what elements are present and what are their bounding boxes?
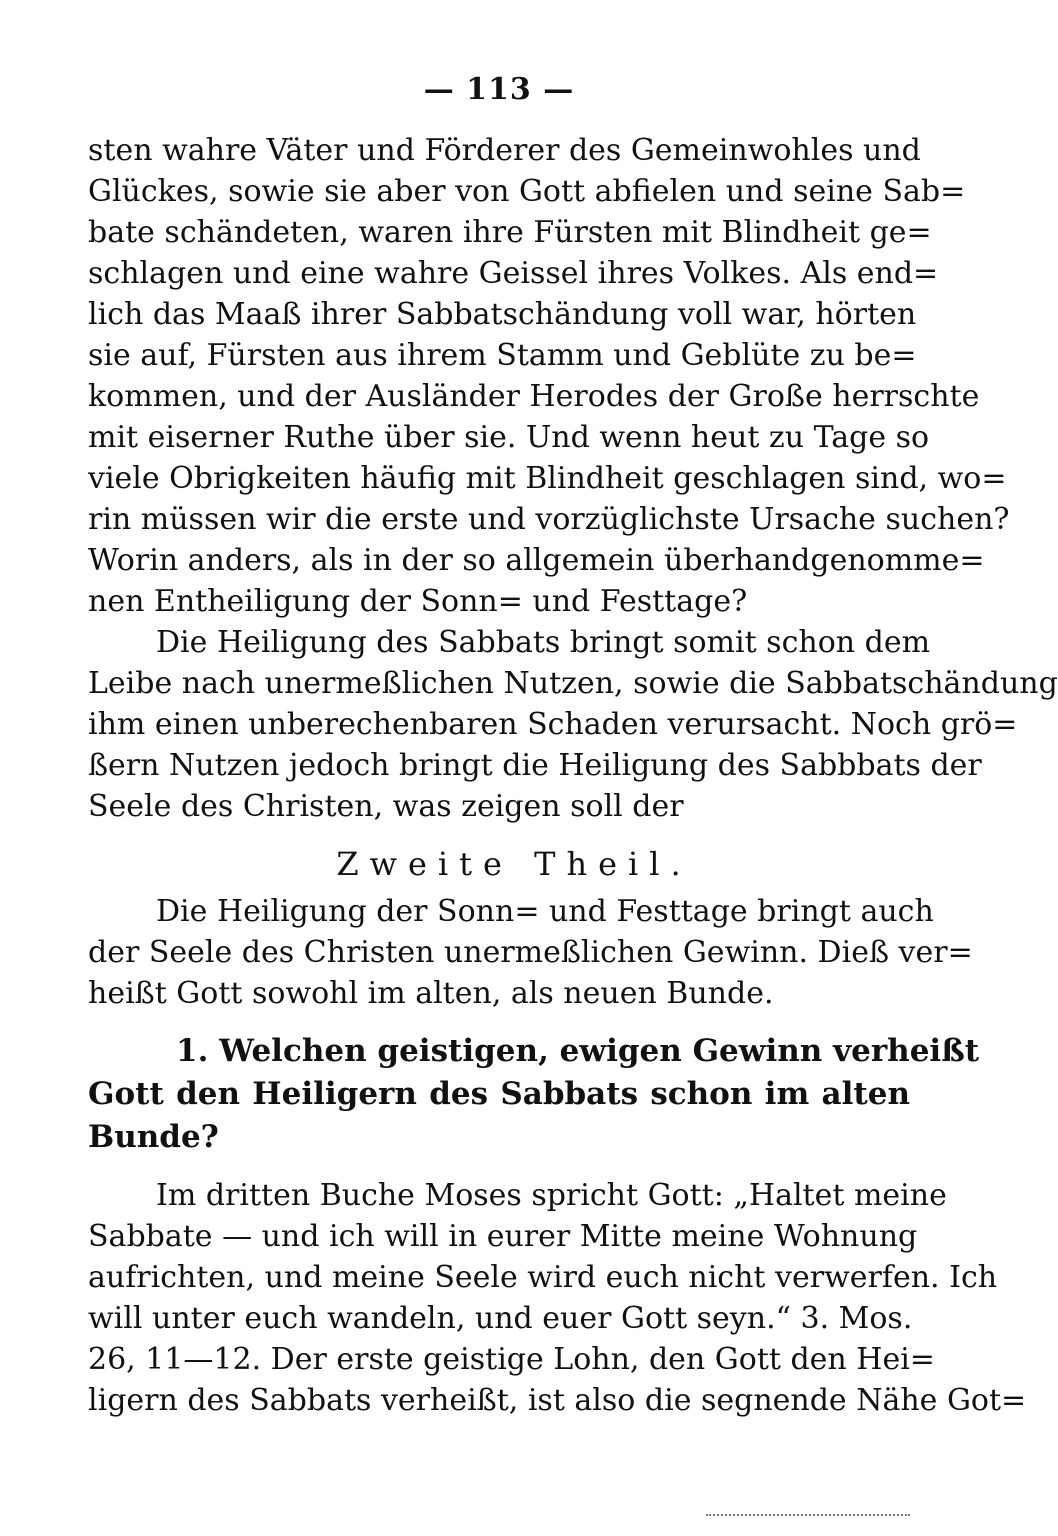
text-line: Die Heiligung des Sabbats bringt somit schon dem bbox=[156, 625, 931, 660]
text-line: sten wahre Väter und Förderer des Gemeinwohles und bbox=[88, 133, 921, 168]
page-number: — 113 — bbox=[423, 72, 575, 107]
text-line: Glückes, sowie sie aber von Gott abfielen und seine Sab= bbox=[88, 174, 966, 209]
text-line: der Seele des Christen unermeßlichen Gewinn. Dieß ver= bbox=[88, 935, 973, 970]
subheading bbox=[88, 1030, 980, 1159]
paragraph-4 bbox=[88, 1175, 1027, 1421]
text-line: schlagen und eine wahre Geissel ihres Volkes. Als end= bbox=[88, 256, 939, 291]
text-line: Im dritten Buche Moses spricht Gott: „Haltet meine bbox=[156, 1178, 947, 1213]
subheading-line: Bunde? bbox=[88, 1119, 219, 1155]
text-line: 26, 11—12. Der erste geistige Lohn, den Gott den Hei= bbox=[88, 1342, 935, 1377]
text-line: lich das Maaß ihrer Sabbatschändung voll war, hörten bbox=[88, 297, 917, 332]
subheading-line: Gott den Heiligern des Sabbats schon im alten bbox=[88, 1076, 910, 1112]
paragraph-2 bbox=[88, 622, 1058, 827]
section-heading: Zweite Theil. bbox=[336, 845, 692, 883]
text-line: will unter euch wandeln, und euer Gott seyn.“ 3. Mos. bbox=[88, 1301, 913, 1336]
page-edge-rule bbox=[706, 1514, 910, 1516]
text-line: rin müssen wir die erste und vorzüglichste Ursache suchen? bbox=[88, 502, 1010, 537]
text-line: nen Entheiligung der Sonn= und Festtage? bbox=[88, 584, 748, 619]
text-line: sie auf, Fürsten aus ihrem Stamm und Geblüte zu be= bbox=[88, 338, 917, 373]
text-line: Leibe nach unermeßlichen Nutzen, sowie die Sabbatschändung bbox=[88, 666, 1058, 701]
text-line: Sabbate — und ich will in eurer Mitte meine Wohnung bbox=[88, 1219, 918, 1254]
text-line: Die Heiligung der Sonn= und Festtage bringt auch bbox=[156, 894, 934, 929]
text-line: kommen, und der Ausländer Herodes der Große herrschte bbox=[88, 379, 980, 414]
text-line: aufrichten, und meine Seele wird euch nicht verwerfen. Ich bbox=[88, 1260, 998, 1295]
text-line: heißt Gott sowohl im alten, als neuen Bunde. bbox=[88, 976, 774, 1011]
text-line: viele Obrigkeiten häufig mit Blindheit geschlagen sind, wo= bbox=[88, 461, 1007, 496]
book-page bbox=[88, 70, 1058, 1510]
text-line: ligern des Sabbats verheißt, ist also die segnende Nähe Got= bbox=[88, 1383, 1027, 1418]
text-line: ßern Nutzen jedoch bringt die Heiligung des Sabbbats der bbox=[88, 748, 982, 783]
text-line: mit eiserner Ruthe über sie. Und wenn heut zu Tage so bbox=[88, 420, 930, 455]
paragraph-3 bbox=[88, 891, 973, 1014]
text-line: bate schändeten, waren ihre Fürsten mit Blindheit ge= bbox=[88, 215, 932, 250]
paragraph-1 bbox=[88, 130, 1010, 622]
subheading-line: 1. Welchen geistigen, ewigen Gewinn verheißt bbox=[176, 1033, 980, 1069]
text-line: ihm einen unberechenbaren Schaden verursacht. Noch grö= bbox=[88, 707, 1018, 742]
text-line: Seele des Christen, was zeigen soll der bbox=[88, 789, 684, 824]
text-line: Worin anders, als in der so allgemein überhandgenomme= bbox=[88, 543, 985, 578]
